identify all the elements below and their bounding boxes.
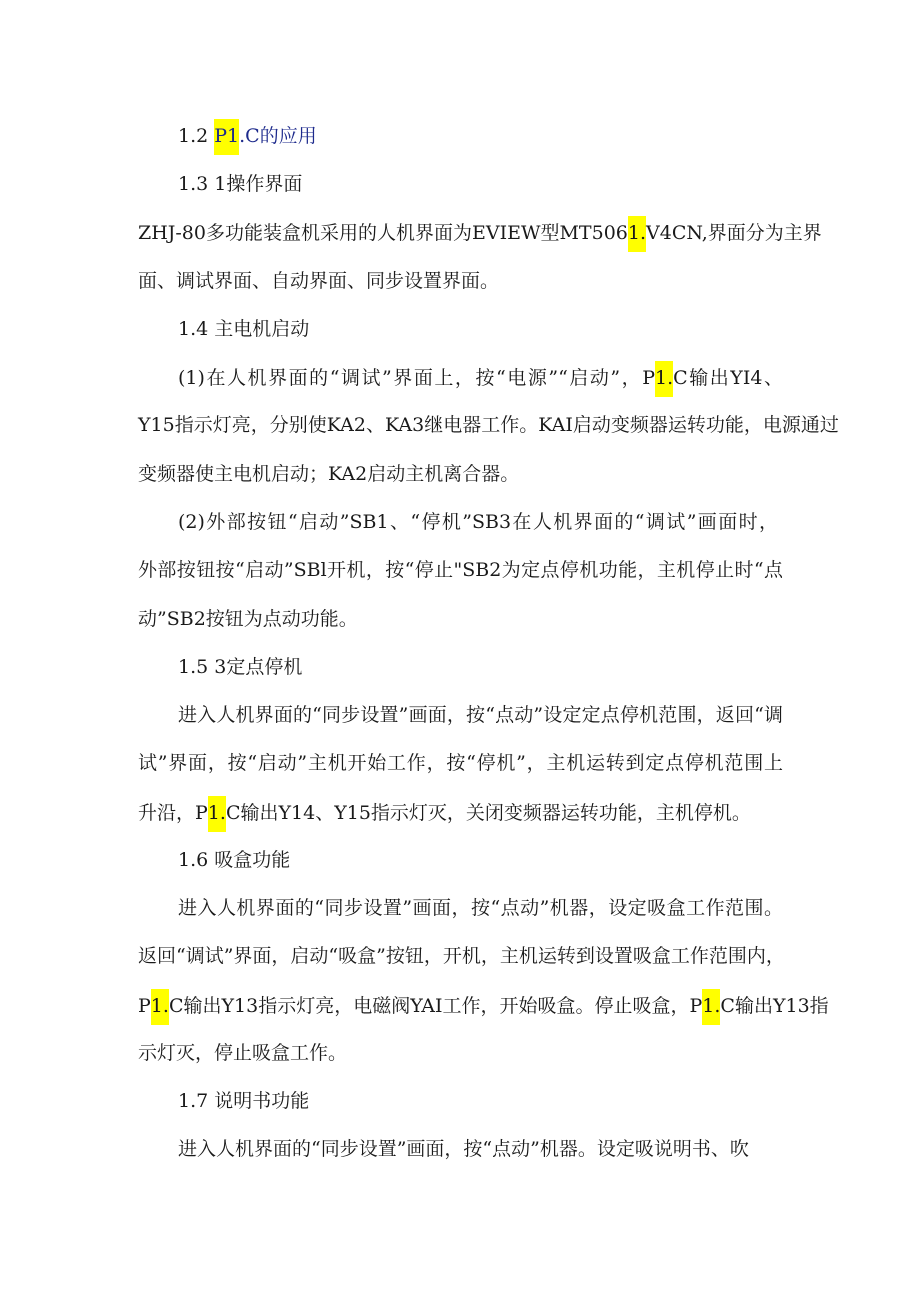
- text-segment: 返回“调试”界面，启动“吸盒”按钮，开机，主机运转到设置吸盒工作范围内，: [138, 945, 785, 967]
- paragraph-line: [138, 265, 499, 297]
- text-segment: 1.7 说明书功能: [178, 1090, 310, 1112]
- paragraph-line: [138, 458, 519, 490]
- highlighted-text: P1: [214, 119, 239, 155]
- paragraph-line: [138, 940, 783, 972]
- text-segment: 1.3 1操作界面: [178, 173, 303, 195]
- text-segment: 面、调试界面、自动界面、同步设置界面。: [138, 270, 500, 292]
- text-segment: 升沿，P: [138, 802, 208, 824]
- text-segment: .C的应用: [239, 125, 317, 147]
- text-segment: 进入人机界面的“同步设置”画面，按“点动”机器。设定吸说明书、吹: [178, 1138, 749, 1160]
- text-segment: V4CN,界面分为主界: [646, 222, 822, 244]
- paragraph-line: [138, 603, 358, 635]
- text-segment: 试”界面，按“启动”主机开始工作，按“停机”，主机运转到定点停机范围上: [138, 752, 783, 774]
- text-segment: 变频器使主电机启动；KA2启动主机离合器。: [138, 463, 520, 485]
- highlighted-text: 1.: [208, 796, 226, 832]
- paragraph-line: [138, 1037, 347, 1069]
- text-segment: C输出Y14、Y15指示灯灭，关闭变频器运转功能，主机停机。: [225, 802, 751, 824]
- paragraph-line: [178, 361, 783, 393]
- highlighted-text: 1.: [702, 989, 720, 1025]
- paragraph-line: [138, 216, 822, 248]
- paragraph-line: [178, 892, 783, 924]
- text-segment: 外部按钮按“启动”SBl开机，按“停止"SB2为定点停机功能，主机停止时“点: [138, 559, 783, 581]
- text-segment: C输出Y13指: [720, 995, 829, 1017]
- section-heading: [178, 168, 302, 200]
- section-heading: [178, 651, 302, 683]
- text-segment: 动”SB2按钮为点动功能。: [138, 608, 358, 630]
- text-segment: C输出YI4、: [673, 367, 783, 389]
- highlighted-text: 1.: [628, 216, 646, 252]
- paragraph-line: [138, 796, 751, 828]
- highlighted-text: 1.: [655, 361, 673, 397]
- text-segment: Y15指示灯亮，分别使KA2、KA3继电器工作。KAI启动变频器运转功能，电源通过: [138, 414, 839, 436]
- paragraph-line: [138, 989, 829, 1021]
- text-segment: 1.2: [178, 125, 215, 147]
- section-heading: [178, 844, 290, 876]
- section-heading: [178, 119, 317, 151]
- text-segment: C输出Y13指示灯亮，电磁阀YAI工作，开始吸盒。停止吸盒，P: [168, 995, 703, 1017]
- text-segment: (1)在人机界面的“调试”界面上，按“电源”“启动”，P: [178, 367, 655, 389]
- text-segment: 1.4 主电机启动: [178, 318, 310, 340]
- text-segment: 示灯灭，停止吸盒工作。: [138, 1042, 348, 1064]
- text-segment: 进入人机界面的“同步设置”画面，按“点动”设定定点停机范围，返回“调: [178, 704, 783, 726]
- paragraph-line: [178, 506, 778, 538]
- paragraph-line: [138, 747, 783, 779]
- text-segment: ZHJ-80多功能装盒机采用的人机界面为EVIEW型MT506: [138, 222, 628, 244]
- paragraph-line: [178, 1133, 749, 1165]
- text-segment: 1.6 吸盒功能: [178, 849, 291, 871]
- paragraph-line: [138, 554, 783, 586]
- section-heading: [178, 313, 309, 345]
- highlighted-text: 1.: [151, 989, 169, 1025]
- text-segment: P: [138, 995, 151, 1017]
- section-heading: [178, 1085, 309, 1117]
- text-segment: 1.5 3定点停机: [178, 656, 303, 678]
- text-segment: 进入人机界面的“同步设置”画面，按“点动”机器，设定吸盒工作范围。: [178, 897, 783, 919]
- text-segment: (2)外部按钮“启动”SB1、“停机”SB3在人机界面的“调试”画面时，: [178, 511, 778, 533]
- paragraph-line: [178, 699, 783, 731]
- paragraph-line: [138, 409, 839, 441]
